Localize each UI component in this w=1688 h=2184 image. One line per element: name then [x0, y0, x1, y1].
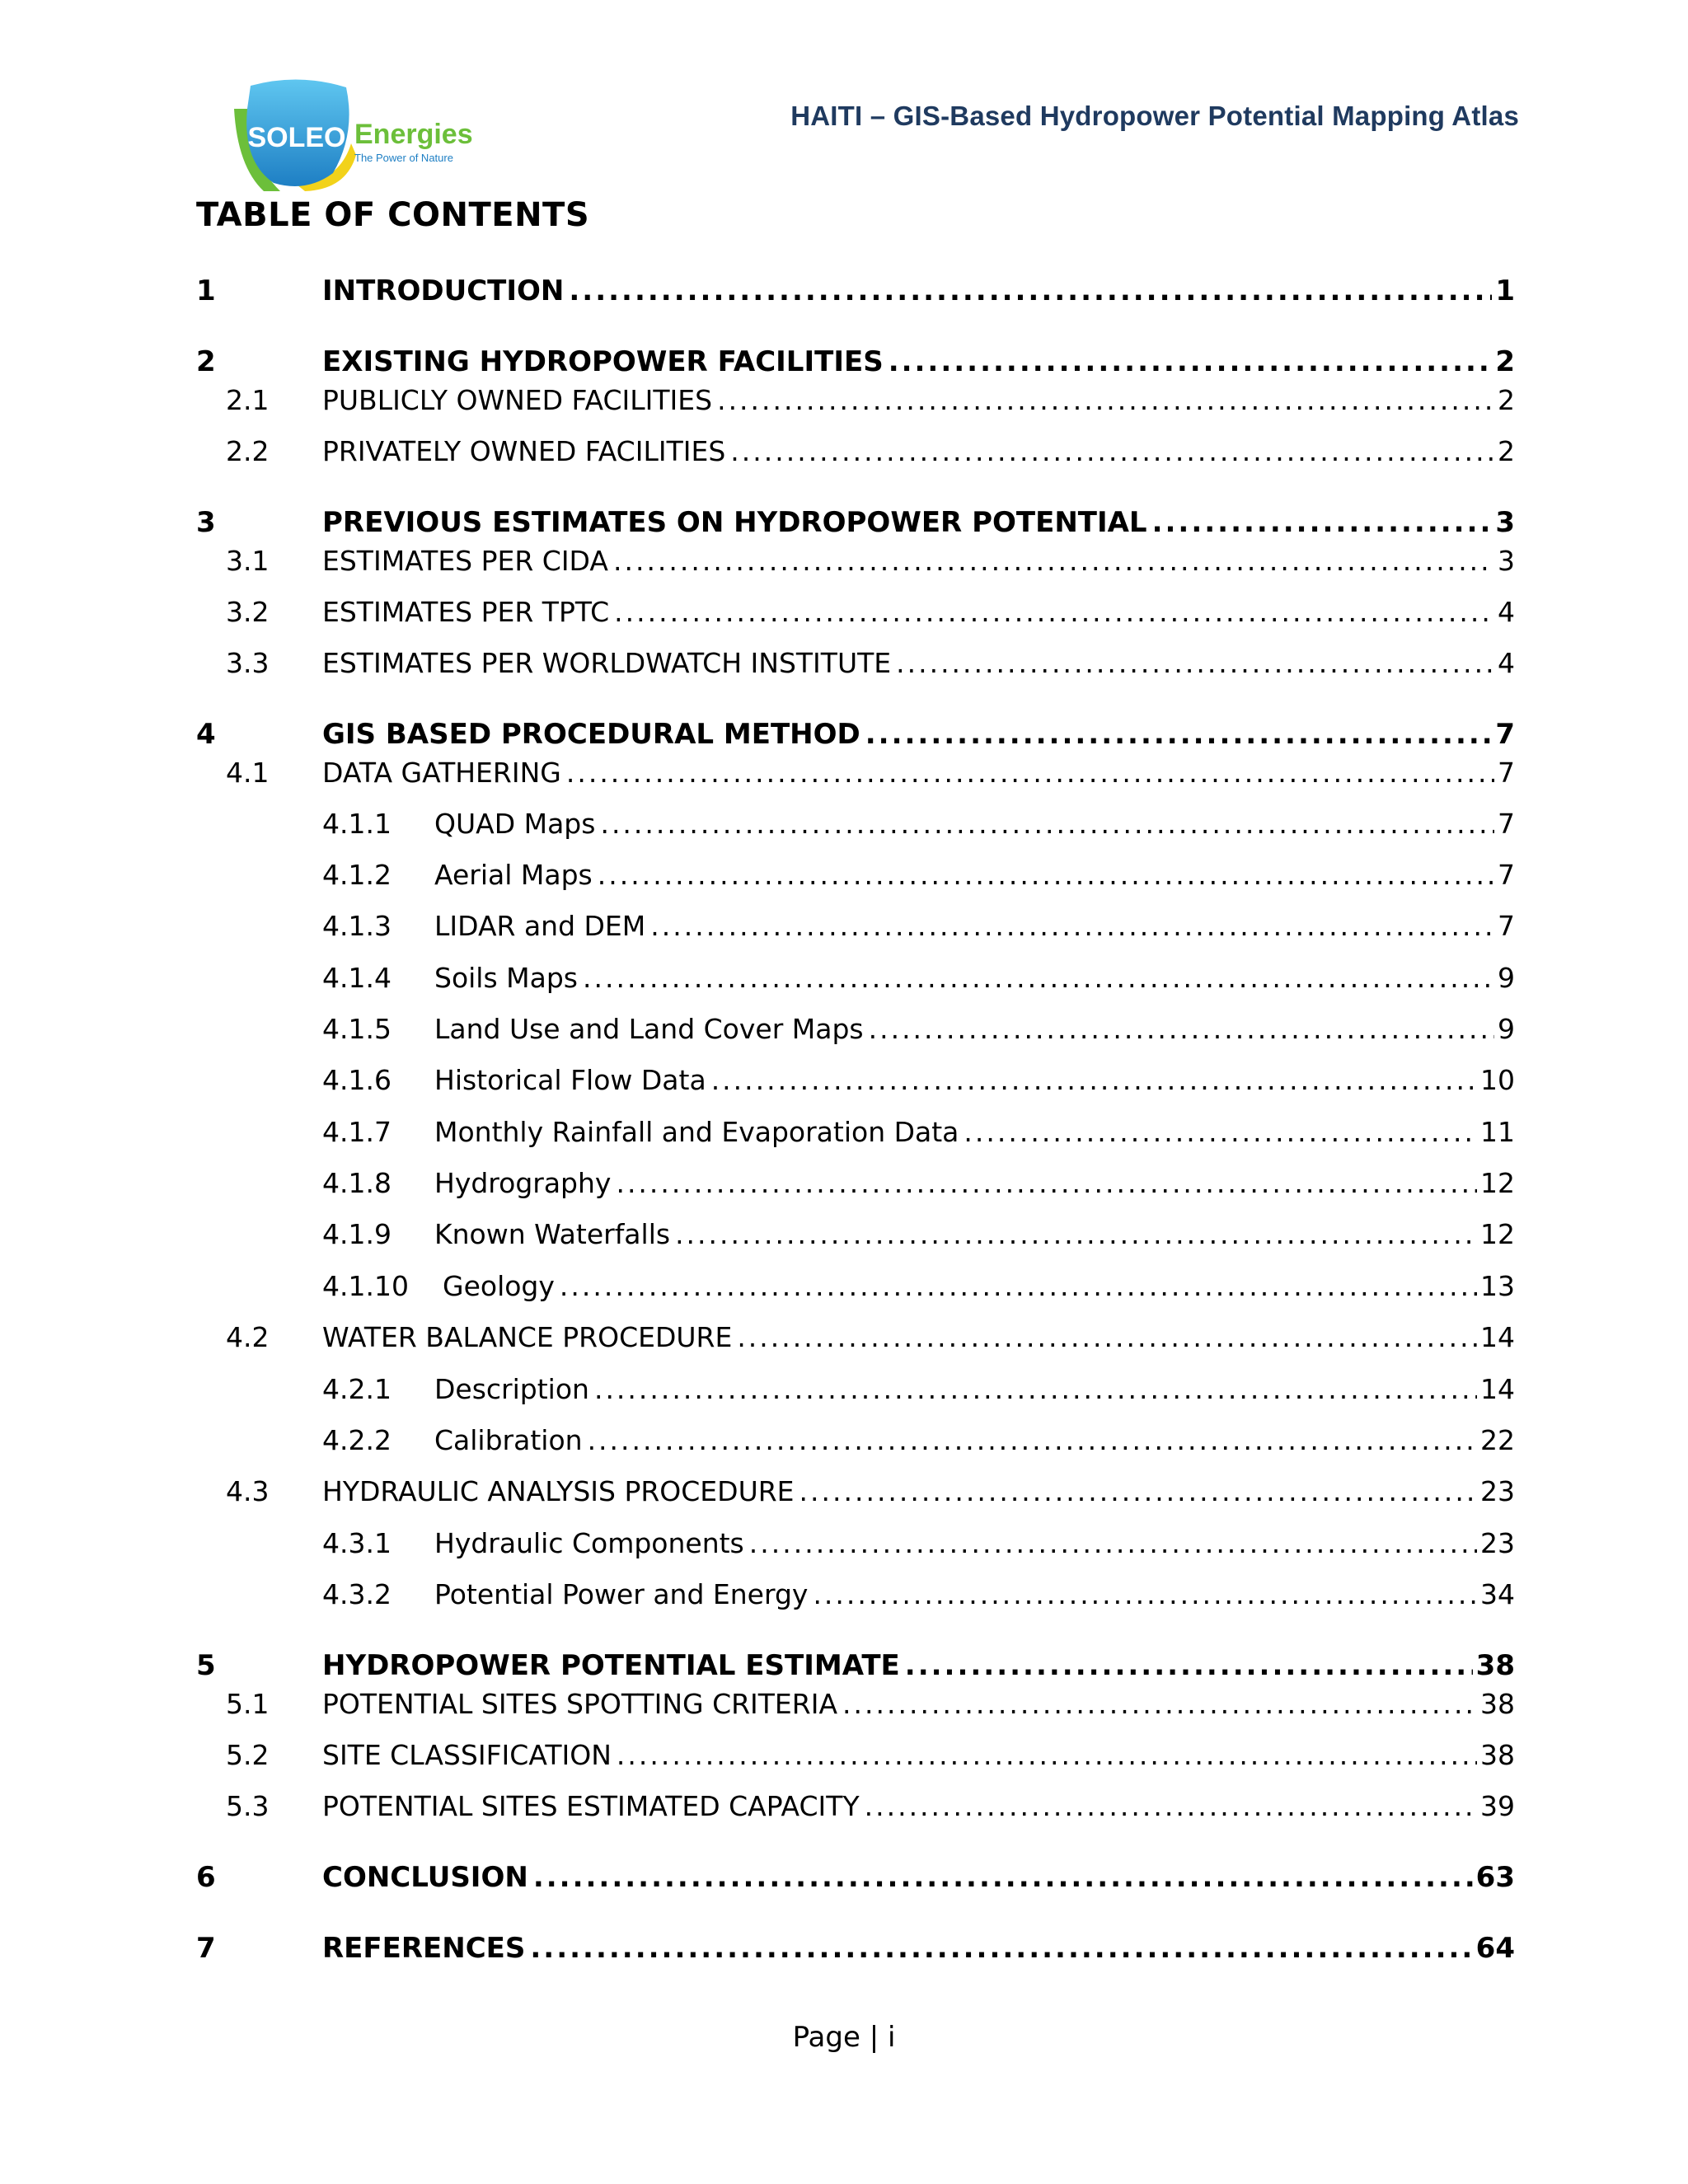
toc-leader [613, 541, 1494, 582]
toc-entry-page: 64 [1475, 1932, 1515, 1965]
toc-entry[interactable] [0, 752, 1688, 794]
toc-entry-page: 13 [1480, 1270, 1515, 1302]
toc-leader [598, 855, 1494, 896]
toc-entry-page: 3 [1498, 545, 1515, 577]
toc-leader [889, 341, 1493, 382]
toc-entry-number: 5.1 [226, 1688, 270, 1720]
toc-entry-number: 4.1.3 [322, 910, 392, 942]
toc-entry-page: 22 [1480, 1424, 1515, 1456]
toc-leader [614, 592, 1494, 633]
toc-entry-number: 2.2 [226, 435, 270, 467]
toc-entry-page: 14 [1480, 1321, 1515, 1353]
toc-entry-title: ESTIMATES PER CIDA [322, 545, 608, 577]
toc-leader [737, 1317, 1477, 1358]
toc-entry-page: 9 [1498, 962, 1515, 994]
toc-entry-number: 3 [196, 506, 216, 539]
toc-leader [569, 270, 1492, 312]
toc-entry-title: Aerial Maps [434, 859, 593, 891]
toc-entry[interactable] [0, 502, 1688, 543]
toc-leader [842, 1684, 1477, 1725]
toc-leader [583, 958, 1494, 999]
toc-entry[interactable] [0, 1574, 1688, 1615]
toc-entry-page: 3 [1495, 506, 1515, 539]
toc-entry-title: Known Waterfalls [434, 1218, 671, 1250]
toc-entry[interactable] [0, 1112, 1688, 1153]
toc-entry-number: 4.1.10 [322, 1270, 409, 1302]
toc-entry-number: 4.1.2 [322, 859, 392, 891]
toc-leader [675, 1214, 1477, 1255]
toc-leader [560, 1266, 1477, 1307]
toc-leader [896, 643, 1494, 684]
toc-entry-title: Monthly Rainfall and Evaporation Data [434, 1116, 959, 1148]
toc-entry-number: 5 [196, 1649, 216, 1682]
toc-entry[interactable] [0, 1163, 1688, 1204]
toc-leader [566, 752, 1494, 794]
toc-entry-number: 4.1.5 [322, 1013, 392, 1045]
toc-entry-page: 23 [1480, 1475, 1515, 1507]
toc-leader [869, 1009, 1494, 1050]
toc-entry-number: 4.1.9 [322, 1218, 392, 1250]
toc-entry-page: 12 [1480, 1218, 1515, 1250]
toc-entry-number: 4 [196, 718, 216, 751]
toc-entry-page: 7 [1498, 808, 1515, 840]
toc-entry-title: CONCLUSION [322, 1861, 528, 1894]
toc-entry-number: 5.3 [226, 1790, 270, 1822]
toc-entry-number: 4.1 [226, 757, 270, 789]
toc-entry[interactable] [0, 1523, 1688, 1564]
toc-entry[interactable] [0, 541, 1688, 582]
toc-leader [799, 1471, 1477, 1512]
toc-entry-title: ESTIMATES PER TPTC [322, 596, 610, 628]
toc-entry-title: Hydrography [434, 1167, 612, 1199]
toc-entry-page: 4 [1498, 647, 1515, 679]
toc-leader [964, 1112, 1477, 1153]
toc-leader [617, 1735, 1477, 1776]
toc-entry-number: 4.1.7 [322, 1116, 392, 1148]
toc-entry-title: EXISTING HYDROPOWER FACILITIES [322, 345, 884, 378]
toc-entry-number: 7 [196, 1932, 216, 1965]
toc-entry-page: 63 [1475, 1861, 1515, 1894]
toc-entry-page: 14 [1480, 1373, 1515, 1405]
toc-entry-number: 4.3 [226, 1475, 270, 1507]
toc-entry-title: POTENTIAL SITES SPOTTING CRITERIA [322, 1688, 838, 1720]
toc-entry-title: Description [434, 1373, 589, 1405]
toc-leader [905, 1645, 1473, 1686]
toc-entry[interactable] [0, 1317, 1688, 1358]
toc-entry[interactable] [0, 1060, 1688, 1101]
toc-entry-number: 4.1.8 [322, 1167, 392, 1199]
toc-entry[interactable] [0, 431, 1688, 472]
toc-entry-page: 38 [1480, 1739, 1515, 1771]
toc-entry-page: 38 [1475, 1649, 1515, 1682]
logo-graphic [231, 76, 478, 199]
toc-entry-title: PUBLICLY OWNED FACILITIES [322, 384, 713, 416]
toc-entry-number: 4.2.2 [322, 1424, 392, 1456]
toc-entry-number: 5.2 [226, 1739, 270, 1771]
toc-entry[interactable] [0, 1369, 1688, 1410]
toc-entry[interactable] [0, 592, 1688, 633]
toc-entry-number: 4.2 [226, 1321, 270, 1353]
toc-heading: TABLE OF CONTENTS [196, 196, 590, 234]
toc-entry[interactable] [0, 906, 1688, 947]
toc-entry-page: 7 [1495, 718, 1515, 751]
toc-entry-title: WATER BALANCE PROCEDURE [322, 1321, 733, 1353]
toc-entry[interactable] [0, 1684, 1688, 1725]
toc-leader [600, 804, 1494, 845]
logo-tagline: The Power of Nature [354, 152, 453, 164]
toc-entry-title: HYDRAULIC ANALYSIS PROCEDURE [322, 1475, 795, 1507]
toc-entry-page: 34 [1480, 1578, 1515, 1610]
toc-entry[interactable] [0, 270, 1688, 312]
toc-entry-title: Soils Maps [434, 962, 578, 994]
toc-entry-title: Geology [443, 1270, 555, 1302]
toc-leader [730, 431, 1494, 472]
toc-entry-title: PRIVATELY OWNED FACILITIES [322, 435, 726, 467]
toc-entry-page: 7 [1498, 859, 1515, 891]
toc-entry-title: Land Use and Land Cover Maps [434, 1013, 864, 1045]
toc-entry[interactable] [0, 958, 1688, 999]
toc-entry-title: SITE CLASSIFICATION [322, 1739, 612, 1771]
toc-entry-title: LIDAR and DEM [434, 910, 646, 942]
logo-text-secondary: Energies [354, 119, 473, 150]
toc-entry[interactable] [0, 1786, 1688, 1827]
page-footer: Page | i [792, 2021, 896, 2054]
toc-entry-number: 3.1 [226, 545, 270, 577]
toc-entry-page: 39 [1480, 1790, 1515, 1822]
toc-entry[interactable] [0, 643, 1688, 684]
toc-entry[interactable] [0, 1214, 1688, 1255]
toc-leader [813, 1574, 1477, 1615]
toc-leader [530, 1928, 1472, 1969]
toc-entry[interactable] [0, 1471, 1688, 1512]
toc-entry-number: 6 [196, 1861, 216, 1894]
toc-entry-title: INTRODUCTION [322, 274, 565, 307]
toc-entry-page: 12 [1480, 1167, 1515, 1199]
toc-entry-title: Calibration [434, 1424, 583, 1456]
toc-entry-page: 4 [1498, 596, 1515, 628]
toc-entry-number: 2 [196, 345, 216, 378]
toc-leader [533, 1857, 1473, 1898]
document-header-title: HAITI – GIS-Based Hydropower Potential Mapping Atlas [790, 101, 1519, 131]
toc-entry-number: 4.1.4 [322, 962, 392, 994]
toc-entry[interactable] [0, 714, 1688, 755]
toc-entry-title: POTENTIAL SITES ESTIMATED CAPACITY [322, 1790, 860, 1822]
toc-entry-page: 1 [1495, 274, 1515, 307]
toc-entry-page: 7 [1498, 910, 1515, 942]
toc-entry-page: 38 [1480, 1688, 1515, 1720]
toc-leader [865, 714, 1493, 755]
toc-entry-page: 23 [1480, 1527, 1515, 1559]
toc-entry[interactable] [0, 1420, 1688, 1461]
toc-leader [588, 1420, 1477, 1461]
toc-entry-page: 11 [1480, 1116, 1515, 1148]
toc-entry[interactable] [0, 1266, 1688, 1307]
toc-entry-title: DATA GATHERING [322, 757, 561, 789]
toc-entry-number: 4.3.2 [322, 1578, 392, 1610]
toc-entry-title: REFERENCES [322, 1932, 526, 1965]
toc-entry[interactable] [0, 804, 1688, 845]
toc-leader [711, 1060, 1477, 1101]
logo-text-primary: SOLEO [247, 122, 346, 153]
toc-entry-number: 2.1 [226, 384, 270, 416]
toc-entry-number: 1 [196, 274, 216, 307]
toc-entry-number: 3.2 [226, 596, 270, 628]
toc-entry[interactable] [0, 1735, 1688, 1776]
toc-entry-page: 9 [1498, 1013, 1515, 1045]
toc-leader [1152, 502, 1493, 543]
toc-entry[interactable] [0, 1857, 1688, 1898]
toc-entry-number: 4.3.1 [322, 1527, 392, 1559]
toc-entry-page: 7 [1498, 757, 1515, 789]
toc-leader [717, 380, 1494, 421]
soleo-energies-logo [231, 76, 478, 199]
toc-entry-page: 2 [1498, 384, 1515, 416]
toc-entry[interactable] [0, 1645, 1688, 1686]
toc-leader [749, 1523, 1477, 1564]
toc-entry[interactable] [0, 1928, 1688, 1969]
toc-entry-title: Hydraulic Components [434, 1527, 744, 1559]
toc-entry-title: Potential Power and Energy [434, 1578, 809, 1610]
toc-entry-number: 4.1.1 [322, 808, 392, 840]
toc-leader [865, 1786, 1477, 1827]
toc-entry[interactable] [0, 380, 1688, 421]
toc-entry-title: Historical Flow Data [434, 1064, 706, 1096]
toc-entry-title: HYDROPOWER POTENTIAL ESTIMATE [322, 1649, 900, 1682]
toc-entry-number: 4.2.1 [322, 1373, 392, 1405]
toc-entry[interactable] [0, 855, 1688, 896]
toc-entry-title: PREVIOUS ESTIMATES ON HYDROPOWER POTENTIAL [322, 506, 1147, 539]
toc-entry-page: 2 [1498, 435, 1515, 467]
toc-entry-number: 3.3 [226, 647, 270, 679]
toc-entry-title: GIS BASED PROCEDURAL METHOD [322, 718, 860, 751]
toc-entry-number: 4.1.6 [322, 1064, 392, 1096]
toc-leader [650, 906, 1494, 947]
toc-leader [616, 1163, 1477, 1204]
toc-leader [594, 1369, 1477, 1410]
toc-entry-title: ESTIMATES PER WORLDWATCH INSTITUTE [322, 647, 892, 679]
toc-entry[interactable] [0, 341, 1688, 382]
toc-entry-page: 2 [1495, 345, 1515, 378]
toc-entry-title: QUAD Maps [434, 808, 596, 840]
toc-entry[interactable] [0, 1009, 1688, 1050]
toc-entry-page: 10 [1480, 1064, 1515, 1096]
